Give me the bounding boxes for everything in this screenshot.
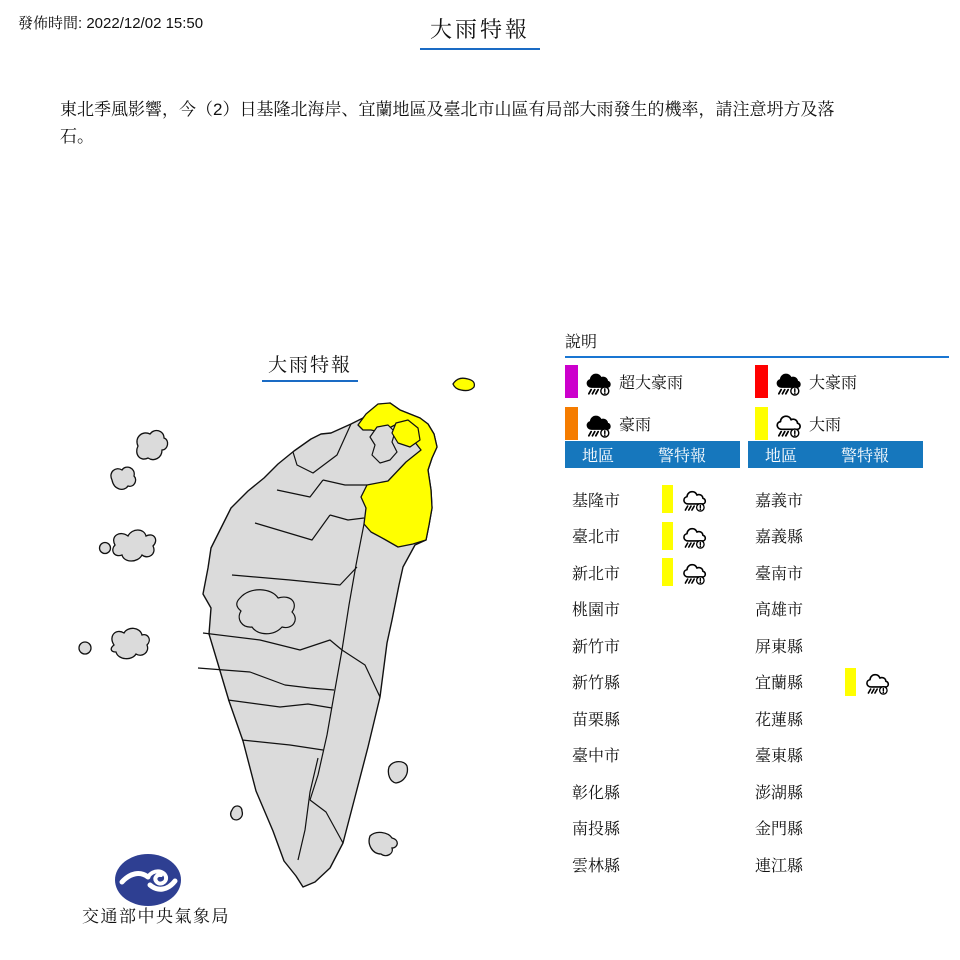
region-name: 彰化縣 <box>572 784 621 802</box>
region-name: 嘉義市 <box>755 492 804 510</box>
island-orchid <box>369 832 397 855</box>
rain-cloud-icon <box>583 367 613 397</box>
region-name: 連江縣 <box>755 857 804 875</box>
legend-color-bar <box>755 365 768 398</box>
table-row <box>565 481 740 518</box>
agency-name: 交通部中央氣象局 <box>82 907 230 926</box>
region-name: 臺東縣 <box>755 748 804 766</box>
table-row <box>565 700 740 737</box>
table-row <box>748 481 923 518</box>
rain-cloud-icon <box>680 558 708 586</box>
table-row <box>748 518 923 555</box>
island-penghu-islet <box>79 642 91 654</box>
cwb-logo <box>115 854 181 906</box>
publish-time: 發佈時間: 2022/12/02 15:50 <box>18 15 204 32</box>
table-row <box>748 737 923 774</box>
table-row <box>748 664 923 701</box>
legend-item-heavy-rain <box>755 407 949 440</box>
legend <box>565 329 949 440</box>
warning-indicator <box>845 664 891 701</box>
region-name: 屏東縣 <box>755 638 804 656</box>
header-region: 地區 <box>765 448 798 465</box>
rain-cloud-icon <box>583 409 613 439</box>
region-name: 金門縣 <box>755 821 804 839</box>
legend-color-bar <box>755 407 768 440</box>
table-row <box>565 518 740 555</box>
table-row <box>565 554 740 591</box>
table-header <box>748 441 923 468</box>
legend-label: 豪雨 <box>619 417 652 434</box>
rain-cloud-icon <box>863 668 891 696</box>
table-row <box>748 554 923 591</box>
region-name: 新竹縣 <box>572 675 621 693</box>
table-row <box>748 773 923 810</box>
region-name: 新竹市 <box>572 638 621 656</box>
region-name: 臺中市 <box>572 748 621 766</box>
legend-label: 超大豪雨 <box>619 375 684 392</box>
table-body <box>565 481 740 883</box>
warning-color-bar <box>662 522 673 550</box>
alert-island-guishan <box>453 378 474 390</box>
table-body <box>748 481 923 883</box>
legend-color-bar <box>565 407 578 440</box>
table-row <box>565 737 740 774</box>
legend-title: 說明 <box>565 329 949 358</box>
page-title: 大雨特報 <box>420 13 540 50</box>
region-name: 南投縣 <box>572 821 621 839</box>
legend-color-bar <box>565 365 578 398</box>
table-row <box>748 700 923 737</box>
map-title: 大雨特報 <box>262 350 358 382</box>
warning-indicator <box>662 554 708 591</box>
rain-cloud-icon <box>680 485 708 513</box>
region-name: 雲林縣 <box>572 857 621 875</box>
region-table-west <box>565 441 740 883</box>
table-row <box>748 810 923 847</box>
region-name: 桃園市 <box>572 602 621 620</box>
region-name: 宜蘭縣 <box>755 675 804 693</box>
region-name: 基隆市 <box>572 492 621 510</box>
taiwan-map <box>60 330 530 930</box>
island-matsu-south <box>111 467 136 489</box>
rain-cloud-icon <box>773 367 803 397</box>
island-matsu-north <box>137 431 168 460</box>
header-region: 地區 <box>582 448 615 465</box>
table-row <box>748 627 923 664</box>
table-row <box>565 627 740 664</box>
table-row <box>748 591 923 628</box>
island-lamay <box>231 806 243 820</box>
island-kinmen <box>113 530 156 561</box>
legend-label: 大豪雨 <box>809 375 858 392</box>
legend-label: 大雨 <box>809 417 842 434</box>
table-row <box>748 846 923 883</box>
region-name: 臺北市 <box>572 529 621 547</box>
header-warning: 警特報 <box>658 448 707 465</box>
table-row <box>565 846 740 883</box>
region-name: 嘉義縣 <box>755 529 804 547</box>
region-name: 苗栗縣 <box>572 711 621 729</box>
rain-cloud-icon <box>680 522 708 550</box>
region-name: 臺南市 <box>755 565 804 583</box>
table-row <box>565 664 740 701</box>
region-name: 澎湖縣 <box>755 784 804 802</box>
island-penghu <box>111 628 149 658</box>
region-name: 花蓮縣 <box>755 711 804 729</box>
legend-item-torrential-rain-extreme <box>565 365 755 398</box>
warning-color-bar <box>662 558 673 586</box>
advisory-description: 東北季風影響，今（2）日基隆北海岸、宜蘭地區及臺北市山區有局部大雨發生的機率，請注意坍方及落石。 <box>60 100 835 146</box>
table-row <box>565 773 740 810</box>
table-header <box>565 441 740 468</box>
header-warning: 警特報 <box>841 448 890 465</box>
rain-cloud-icon <box>773 409 803 439</box>
table-row <box>565 591 740 628</box>
island-green <box>388 762 407 783</box>
table-row <box>565 810 740 847</box>
region-name: 高雄市 <box>755 602 804 620</box>
warning-color-bar <box>845 668 856 696</box>
warning-indicator <box>662 518 708 555</box>
warning-indicator <box>662 481 708 518</box>
warning-color-bar <box>662 485 673 513</box>
island-kinmen-islet <box>100 543 111 554</box>
region-name: 新北市 <box>572 565 621 583</box>
legend-grid <box>565 365 949 440</box>
legend-item-torrential-rain <box>565 407 755 440</box>
region-table-east <box>748 441 923 883</box>
legend-item-torrential-rain-heavy <box>755 365 949 398</box>
